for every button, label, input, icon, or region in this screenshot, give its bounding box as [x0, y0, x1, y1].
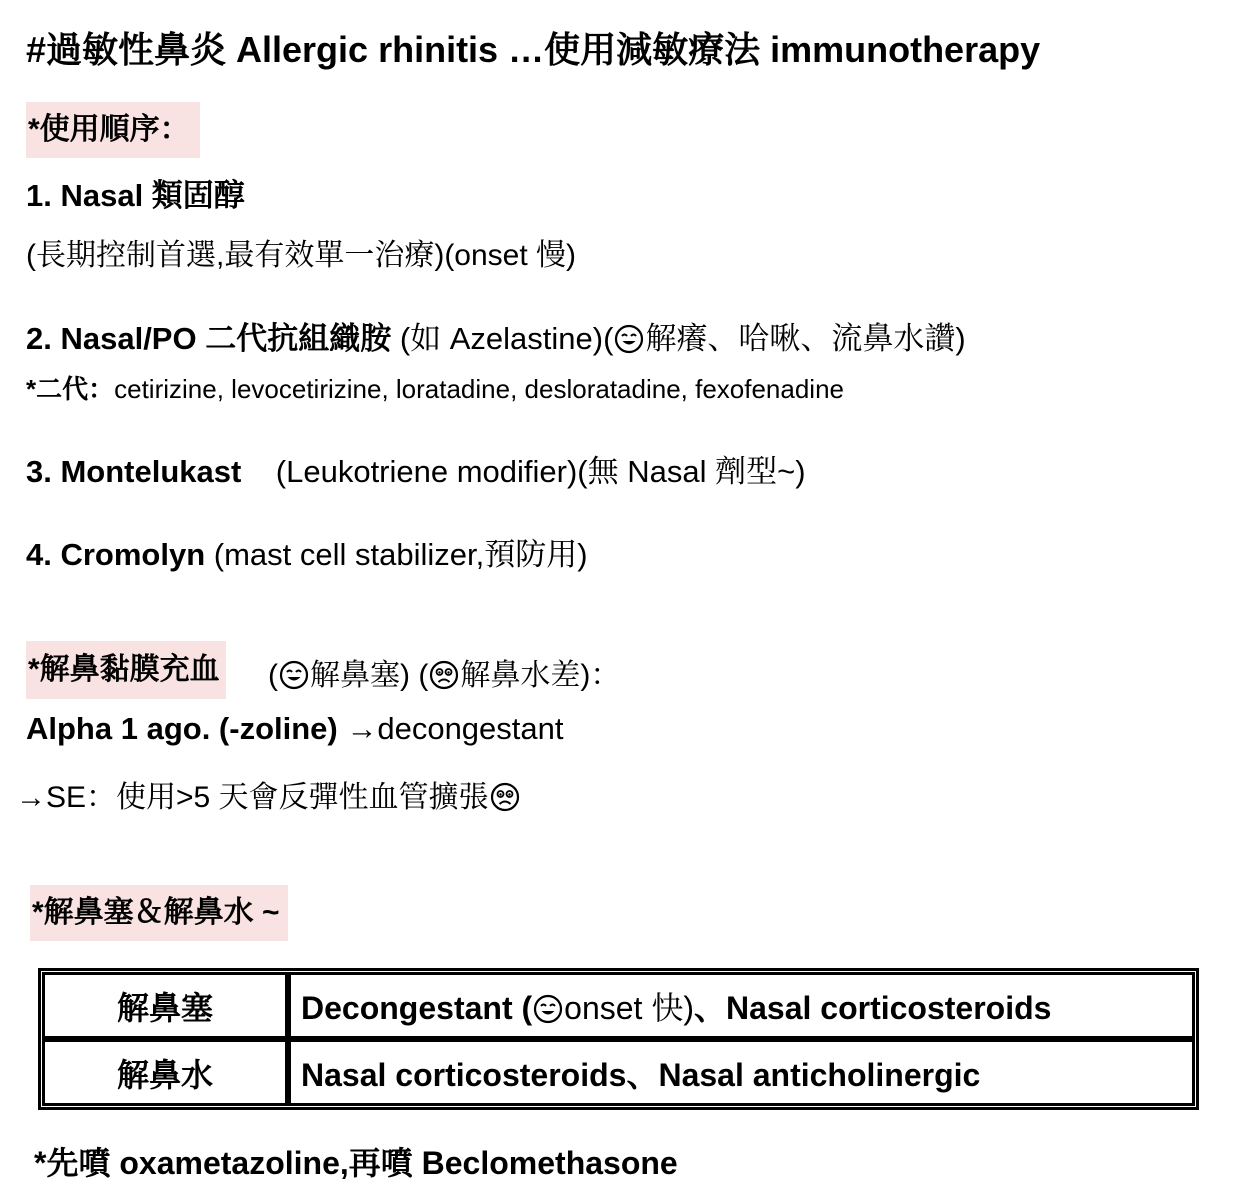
- arrow-right-icon: →: [346, 711, 378, 746]
- page-title: #過敏性鼻炎 Allergic rhinitis …使用減敏療法 immunotherapy: [26, 29, 1041, 70]
- table-cell-value: [288, 972, 1195, 1039]
- se-line: [16, 772, 521, 816]
- table-cell-onset: onset 快): [564, 989, 694, 1026]
- sad-face-icon: [490, 782, 520, 812]
- decongest-part-3: 解鼻水差)：: [460, 659, 621, 692]
- both-heading: *解鼻塞＆解鼻水 ~: [30, 885, 288, 941]
- table-cell-label: 解鼻塞: [42, 972, 288, 1039]
- item-1-sub: (長期控制首選,最有效單一治療)(onset 慢): [26, 239, 577, 272]
- table-row: [42, 1039, 1195, 1106]
- item-2-paren-rest: 解癢、哈啾、流鼻水讚): [645, 321, 966, 356]
- item-3-label: 3. Montelukast: [26, 454, 242, 489]
- decongest-heading: *解鼻黏膜充血: [26, 641, 226, 699]
- item-1: [26, 170, 245, 215]
- treatment-table: [38, 968, 1199, 1110]
- item-2-label: 2. Nasal/PO 二代抗組織胺: [26, 321, 392, 356]
- decongest-part-1: (: [268, 659, 278, 692]
- item-2-sub: [26, 369, 844, 406]
- order-heading: *使用順序：: [26, 102, 200, 158]
- table-cell-pre: Decongestant (: [301, 989, 533, 1026]
- item-1-label: 1. Nasal 類固醇: [26, 178, 245, 213]
- table-cell-label: 解鼻水: [42, 1039, 288, 1106]
- footnote: *先噴 oxametazoline,再噴 Beclomethasone: [34, 1145, 678, 1181]
- smiling-face-icon: [533, 994, 563, 1024]
- table-row: [42, 972, 1195, 1039]
- item-4: [26, 529, 588, 574]
- alpha-line: [26, 711, 564, 747]
- item-4-label: 4. Cromolyn: [26, 537, 206, 572]
- table-cell-post: 、Nasal corticosteroids: [693, 989, 1052, 1026]
- item-2-sub-label: *二代：: [26, 374, 115, 404]
- smiling-face-icon: [279, 660, 309, 690]
- item-4-desc: (mast cell stabilizer,預防用): [205, 537, 588, 572]
- item-2: [26, 313, 966, 358]
- item-3: [26, 446, 806, 491]
- smiling-face-icon: [614, 324, 644, 354]
- item-2-sub-text: cetirizine, levocetirizine, loratadine, desloratadine, fexofenadine: [114, 374, 845, 404]
- se-text: SE：使用>5 天會反彈性血管擴張: [46, 781, 489, 814]
- item-2-paren-open: (如 Azelastine)(: [391, 321, 614, 356]
- item-3-desc: (Leukotriene modifier)(無 Nasal 劑型~): [241, 454, 806, 489]
- arrow-right-icon: →: [16, 781, 46, 814]
- decongest-notes: [268, 650, 620, 694]
- table-cell-value: Nasal corticosteroids、Nasal anticholinergic: [288, 1039, 1195, 1106]
- alpha-text: decongestant: [377, 711, 564, 746]
- decongest-part-2: 解鼻塞) (: [310, 659, 429, 692]
- alpha-label: Alpha 1 ago. (-zoline): [26, 711, 347, 746]
- sad-face-icon: [429, 660, 459, 690]
